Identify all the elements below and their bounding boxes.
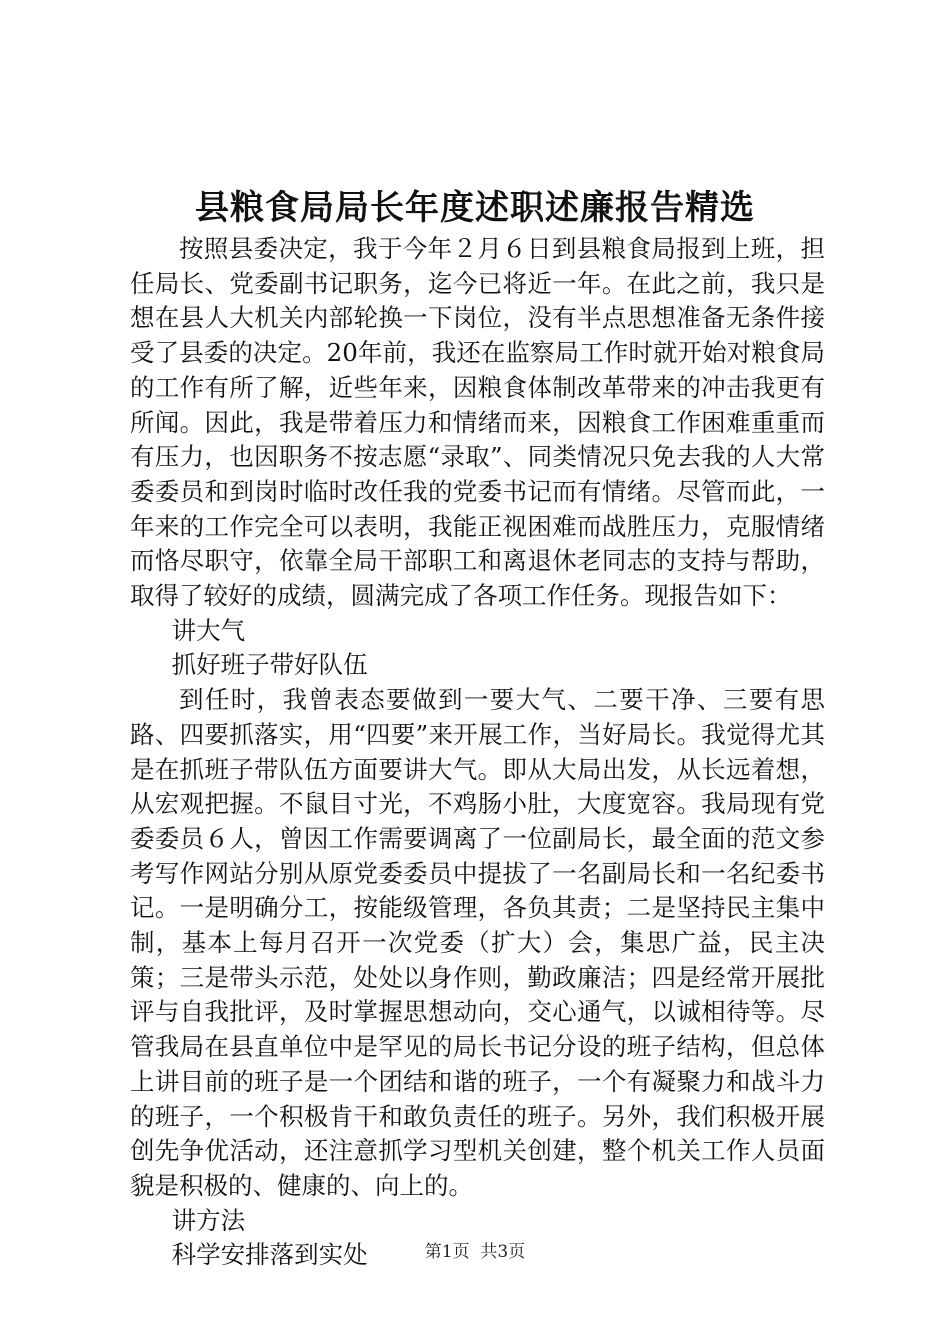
page-footer [0,1240,950,1264]
document-title: 县粮食局局长年度述职述廉报告精选 [195,188,755,228]
intro-paragraph: 按照县委决定，我于今年２月６日到县粮食局报到上班，担任局长、党委副书记职务，迄今已将近一年。在此之前，我只是想在县人大机关内部轮换一下岗位，没有半点思想准备无条件接受了县委的决定。20年前，我还在监察局工作时就开始对粮食局的工作有所了解，近些年来，因粮食体制改革带来的冲击我更有所闻。因此，我是带着压力和情绪而来，因粮食工作困难重重而有压力，也因职务不按志愿“录取”、同类情况只免去我的人大常委委员和到岗时临时改任我的党委书记而有情绪。尽管而此，一年来的工作完全可以表明，我能正视困难而战胜压力，克服情绪而恪尽职守，依靠全局干部职工和离退休老同志的支持与帮助，取得了较好的成绩，圆满完成了各项工作任务。现报告如下： [130,234,825,611]
page-total: 共3页 [480,1242,526,1262]
page-number: 第1页 [424,1242,470,1262]
document-body [130,232,825,1273]
section-paragraph-1: 到任时，我曾表态要做到一要大气、二要干净、三要有思路、四要抓落实，用“四要”来开展工作，当好局长。我觉得尤其是在抓班子带队伍方面要讲大气。即从大局出发，从长远着想，从宏观把握。不鼠目寸光，不鸡肠小肚，大度宽容。我局现有党委委员６人，曾因工作需要调离了一位副局长，最全面的范文参考写作网站分别从原党委委员中提拔了一名副局长和一名纪委书记。一是明确分工，按能级管理，各负其责；二是坚持民主集中制，基本上每月召开一次党委（扩大）会，集思广益，民主决策；三是带头示范，处处以身作则，勤政廉洁；四是经常开展批评与自我批评，及时掌握思想动向，交心通气，以诚相待等。尽管我局在县直单位中是罕见的局长书记分设的班子结构，但总体上讲目前的班子是一个团结和谐的班子，一个有凝聚力和战斗力的班子，一个积极肯干和敢负责任的班子。另外，我们积极开展创先争优活动，还注意抓学习型机关创建，整个机关工作人员面貌是积极的、健康的、向上的。 [130,685,825,1200]
section-subheading-2: 科学安排落到实处 [171,1240,368,1270]
section-heading-2: 讲方法 [171,1205,246,1235]
section-heading-1: 讲大气 [171,615,246,645]
section-subheading-1: 抓好班子带好队伍 [171,650,368,680]
